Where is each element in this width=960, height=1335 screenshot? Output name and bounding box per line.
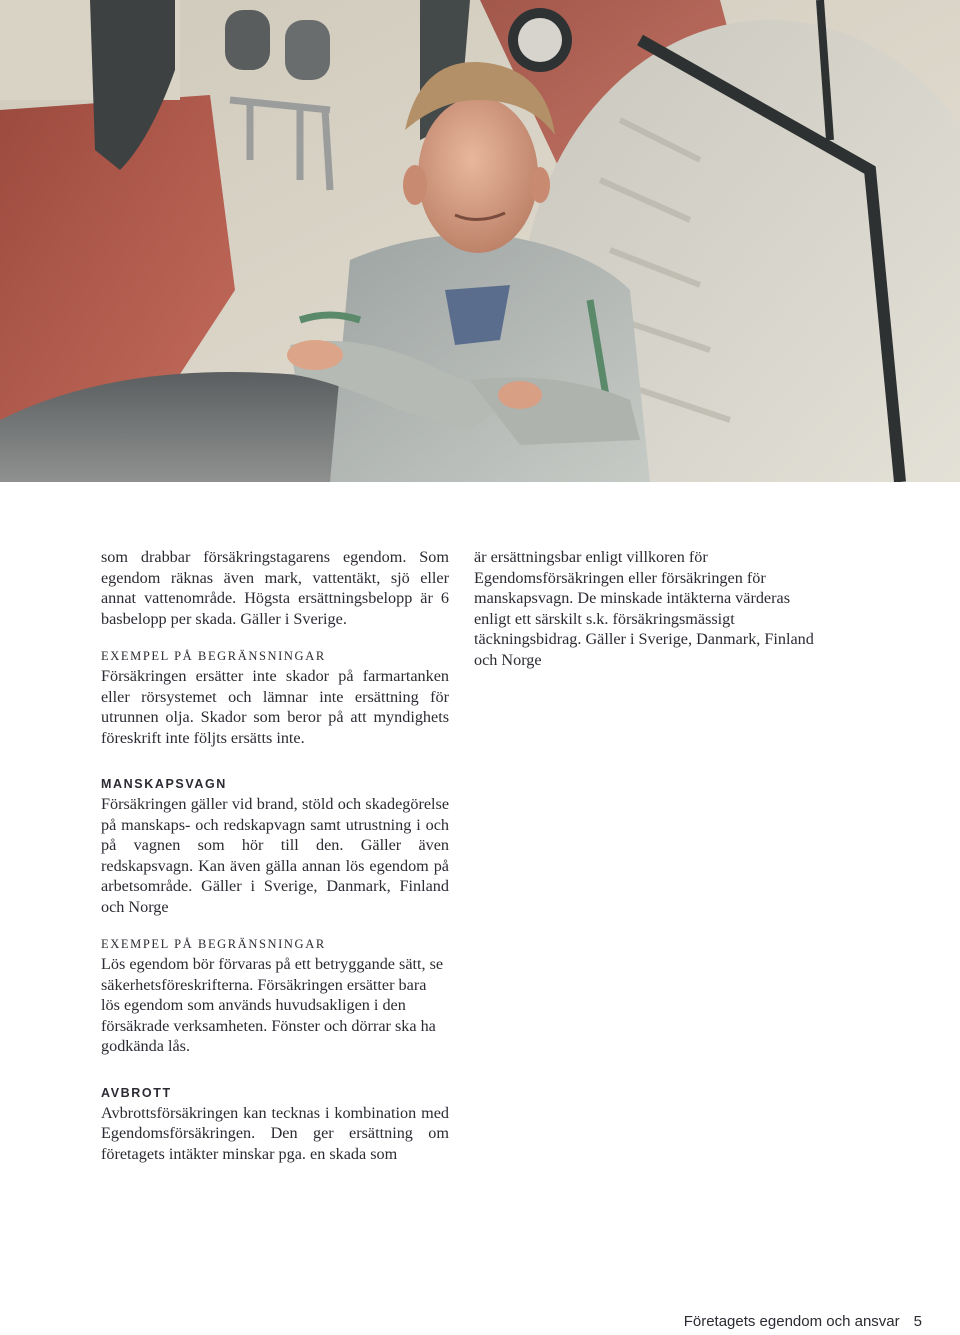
page-number: 5 [913, 1313, 922, 1330]
example-heading-2: EXEMPEL PÅ BEGRÄNSNINGAR [101, 937, 326, 951]
example-heading-1: EXEMPEL PÅ BEGRÄNSNINGAR [101, 649, 326, 663]
left-column [101, 547, 449, 1164]
right-column-paragraph: är ersättningsbar enligt villkoren för Egendomsförsäkringen eller försäkringen för manskapsvagn. De minskade intäkterna värderas enligt ett särskilt s.k. försäkringsmässigt täckningsbidrag. Gäller i Sverige, Danmark, Finland och Norge [474, 548, 814, 669]
farmer-tractor-photo [0, 0, 960, 482]
intro-paragraph: som drabbar försäkringstagarens egendom. Som egendom räknas även mark, vattentäkt, sjö eller annat vattenområde. Högsta ersättningsbelopp är 6 basbelopp per skada. Gäller i Sverige. [101, 548, 449, 628]
example-paragraph-2: Lös egendom bör förvaras på ett betryggande sätt, se säkerhetsföreskrifterna. Försäkringen ersätter bara lös egendom som används huvudsakligen i den försäkrade verksamheten. Fönster och dörrar ska ha godkända lås. [101, 955, 444, 1055]
example-paragraph-1: Försäkringen ersätter inte skador på farmartanken eller rörsystemet och lämnar inte ersättning för utrunnen olja. Skador som beror på att myndighets föreskrift inte följts ersätts inte. [101, 667, 449, 747]
photo-illustration [0, 0, 960, 482]
section-heading-avbrott: AVBROTT [101, 1085, 172, 1100]
section-paragraph-manskapsvagn: Försäkringen gäller vid brand, stöld och skadegörelse på manskaps- och redskapvagn samt utrustning i och på vagnen som hör till den. Gäller även redskapsvagn. Kan även gälla annan lös egendom på arbetsområde. Gäller i Sverige, Danmark, Finland och Norge [101, 795, 449, 916]
footer-title: Företagets egendom och ansvar [683, 1313, 900, 1330]
section-paragraph-avbrott: Avbrottsförsäkringen kan tecknas i kombination med Egendomsförsäkringen. Den ger ersättning om företagets intäkter minskar pga. en skada som [101, 1103, 449, 1163]
page-footer [684, 1313, 922, 1330]
section-heading-manskapsvagn: MANSKAPSVAGN [101, 777, 227, 791]
right-column [474, 547, 822, 670]
